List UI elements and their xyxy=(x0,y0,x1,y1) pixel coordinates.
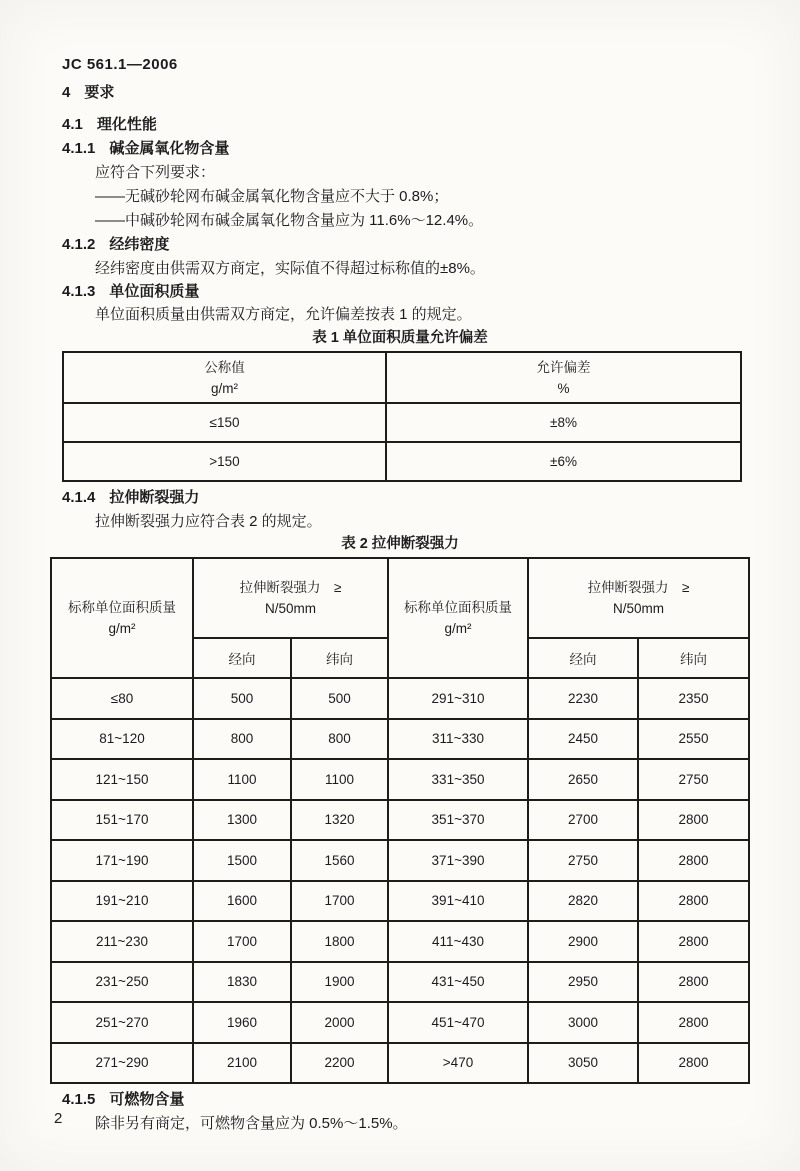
clause-4-1-1-item-2: ——中碱砂轮网布碱金属氧化物含量应为 11.6%～12.4%。 xyxy=(95,212,484,229)
table-cell: 800 xyxy=(291,719,388,760)
table-cell: 2230 xyxy=(528,678,638,719)
clause-title: 拉伸断裂强力 xyxy=(109,489,200,506)
table-2-header-row-1 xyxy=(51,558,749,638)
table-cell: 371~390 xyxy=(388,840,528,881)
clause-4-1-3-body: 单位面积质量由供需双方商定，允许偏差按表 1 的规定。 xyxy=(95,306,472,323)
table-cell: 2350 xyxy=(638,678,749,719)
column-unit: g/m² xyxy=(108,621,136,636)
table-cell: 2550 xyxy=(638,719,749,760)
clause-4-1-4-body: 拉伸断裂强力应符合表 2 的规定。 xyxy=(95,513,322,530)
table-cell: 1830 xyxy=(193,962,291,1003)
table-row xyxy=(51,800,749,841)
table-cell: 2100 xyxy=(193,1043,291,1084)
clause-number: 4.1.1 xyxy=(62,140,96,157)
table-cell: 2700 xyxy=(528,800,638,841)
table-row xyxy=(51,840,749,881)
table-cell: 451~470 xyxy=(388,1002,528,1043)
table-cell: 2450 xyxy=(528,719,638,760)
table-1-header-row xyxy=(63,352,741,403)
table-2-tensile-strength xyxy=(50,557,750,1084)
table-cell: 2900 xyxy=(528,921,638,962)
table-cell: 1320 xyxy=(291,800,388,841)
table-cell: 211~230 xyxy=(51,921,193,962)
table-cell: 500 xyxy=(291,678,388,719)
table-cell: 2820 xyxy=(528,881,638,922)
table-cell: 251~270 xyxy=(51,1002,193,1043)
column-unit: N/50mm xyxy=(613,601,665,616)
table-row xyxy=(63,442,741,481)
table-cell: 1560 xyxy=(291,840,388,881)
clause-title: 要求 xyxy=(84,84,115,101)
clause-4-1-1-intro: 应符合下列要求： xyxy=(95,164,216,181)
clause-number: 4.1.2 xyxy=(62,236,96,253)
clause-heading-4-1 xyxy=(62,114,800,136)
table-cell: 331~350 xyxy=(388,759,528,800)
table-row xyxy=(51,962,749,1003)
table-cell: 2650 xyxy=(528,759,638,800)
clause-heading-4-1-3 xyxy=(62,281,800,303)
table-2-header-weft-left: 纬向 xyxy=(291,638,388,678)
table-2-header-strength-left xyxy=(193,558,388,638)
table-cell: 171~190 xyxy=(51,840,193,881)
table-row xyxy=(51,881,749,922)
clause-title: 单位面积质量 xyxy=(109,283,200,300)
clause-heading-4-1-1 xyxy=(62,138,800,160)
table-cell: 800 xyxy=(193,719,291,760)
clause-heading-4-1-5 xyxy=(62,1089,800,1111)
table-cell: 231~250 xyxy=(51,962,193,1003)
clause-4-1-2-body: 经纬密度由供需双方商定，实际值不得超过标称值的±8%。 xyxy=(95,260,485,277)
clause-title: 碱金属氧化物含量 xyxy=(109,140,230,157)
table-2-header-mass-right xyxy=(388,558,528,678)
table-cell: 2750 xyxy=(638,759,749,800)
table-cell: 3000 xyxy=(528,1002,638,1043)
clause-heading-4 xyxy=(62,82,800,104)
column-title: 公称值 xyxy=(204,359,245,375)
column-title: 拉伸断裂强力 ≥ xyxy=(587,580,690,595)
table-cell: 81~120 xyxy=(51,719,193,760)
table-cell: 1500 xyxy=(193,840,291,881)
table-2-caption: 表 2 拉伸断裂强力 xyxy=(341,536,459,552)
table-cell: 271~290 xyxy=(51,1043,193,1084)
clause-title: 经纬密度 xyxy=(109,236,170,253)
table-cell: 1800 xyxy=(291,921,388,962)
table-cell: 2800 xyxy=(638,962,749,1003)
table-1-caption: 表 1 单位面积质量允许偏差 xyxy=(312,330,488,346)
table-cell: ≤150 xyxy=(63,403,386,442)
table-cell: 311~330 xyxy=(388,719,528,760)
column-unit: g/m² xyxy=(444,621,472,636)
table-cell: 2800 xyxy=(638,1002,749,1043)
table-row xyxy=(51,719,749,760)
table-cell: 1700 xyxy=(193,921,291,962)
table-2-header-warp-left: 经向 xyxy=(193,638,291,678)
clause-heading-4-1-2 xyxy=(62,234,800,256)
table-cell: 2800 xyxy=(638,1043,749,1084)
table-cell: 191~210 xyxy=(51,881,193,922)
table-cell: >150 xyxy=(63,442,386,481)
column-title: 标称单位面积质量 xyxy=(68,600,176,615)
table-1-header-nominal-value xyxy=(63,352,386,403)
table-cell: 1960 xyxy=(193,1002,291,1043)
table-row xyxy=(51,921,749,962)
table-cell: ≤80 xyxy=(51,678,193,719)
table-cell: 2800 xyxy=(638,881,749,922)
clause-title: 理化性能 xyxy=(96,116,157,133)
table-cell: 151~170 xyxy=(51,800,193,841)
clause-number: 4 xyxy=(62,84,71,101)
column-unit: N/50mm xyxy=(265,601,317,616)
clause-number: 4.1.3 xyxy=(62,283,96,300)
clause-number: 4.1 xyxy=(62,116,83,133)
table-cell: 1900 xyxy=(291,962,388,1003)
page-number: 2 xyxy=(54,1110,63,1127)
table-cell: 2000 xyxy=(291,1002,388,1043)
table-cell: 411~430 xyxy=(388,921,528,962)
column-unit: % xyxy=(557,380,570,396)
table-cell: 121~150 xyxy=(51,759,193,800)
clause-4-1-5-body: 除非另有商定，可燃物含量应为 0.5%～1.5%。 xyxy=(95,1115,408,1132)
table-cell: 2750 xyxy=(528,840,638,881)
table-1-mass-deviation xyxy=(62,351,742,482)
clause-number: 4.1.4 xyxy=(62,489,96,506)
column-title: 允许偏差 xyxy=(536,359,591,375)
table-2-header-weft-right: 纬向 xyxy=(638,638,749,678)
table-cell: 2800 xyxy=(638,921,749,962)
table-cell: 351~370 xyxy=(388,800,528,841)
table-cell: 1300 xyxy=(193,800,291,841)
table-cell: 2800 xyxy=(638,800,749,841)
clause-number: 4.1.5 xyxy=(62,1091,96,1108)
table-cell: 1100 xyxy=(193,759,291,800)
table-row xyxy=(51,678,749,719)
table-cell: >470 xyxy=(388,1043,528,1084)
table-cell: 1700 xyxy=(291,881,388,922)
table-cell: 2950 xyxy=(528,962,638,1003)
table-cell: 1100 xyxy=(291,759,388,800)
table-row xyxy=(63,403,741,442)
table-cell: 2800 xyxy=(638,840,749,881)
table-cell: 291~310 xyxy=(388,678,528,719)
table-row xyxy=(51,1043,749,1084)
table-cell: 2200 xyxy=(291,1043,388,1084)
table-row xyxy=(51,759,749,800)
table-2-header-warp-right: 经向 xyxy=(528,638,638,678)
table-cell: ±6% xyxy=(386,442,741,481)
table-cell: 500 xyxy=(193,678,291,719)
clause-4-1-1-item-1: ——无碱砂轮网布碱金属氧化物含量应不大于 0.8%； xyxy=(95,188,449,205)
table-2-header-strength-right xyxy=(528,558,749,638)
clause-title: 可燃物含量 xyxy=(109,1091,185,1108)
table-cell: 431~450 xyxy=(388,962,528,1003)
table-cell: 1600 xyxy=(193,881,291,922)
table-cell: ±8% xyxy=(386,403,741,442)
column-title: 拉伸断裂强力 ≥ xyxy=(239,580,342,595)
column-unit: g/m² xyxy=(211,380,238,396)
doc-code: JC 561.1—2006 xyxy=(62,56,178,73)
column-title: 标称单位面积质量 xyxy=(404,600,513,615)
clause-heading-4-1-4 xyxy=(62,487,800,509)
table-row xyxy=(51,1002,749,1043)
table-1-header-allowed-deviation xyxy=(386,352,741,403)
table-cell: 3050 xyxy=(528,1043,638,1084)
table-cell: 391~410 xyxy=(388,881,528,922)
table-2-header-mass-left xyxy=(51,558,193,678)
